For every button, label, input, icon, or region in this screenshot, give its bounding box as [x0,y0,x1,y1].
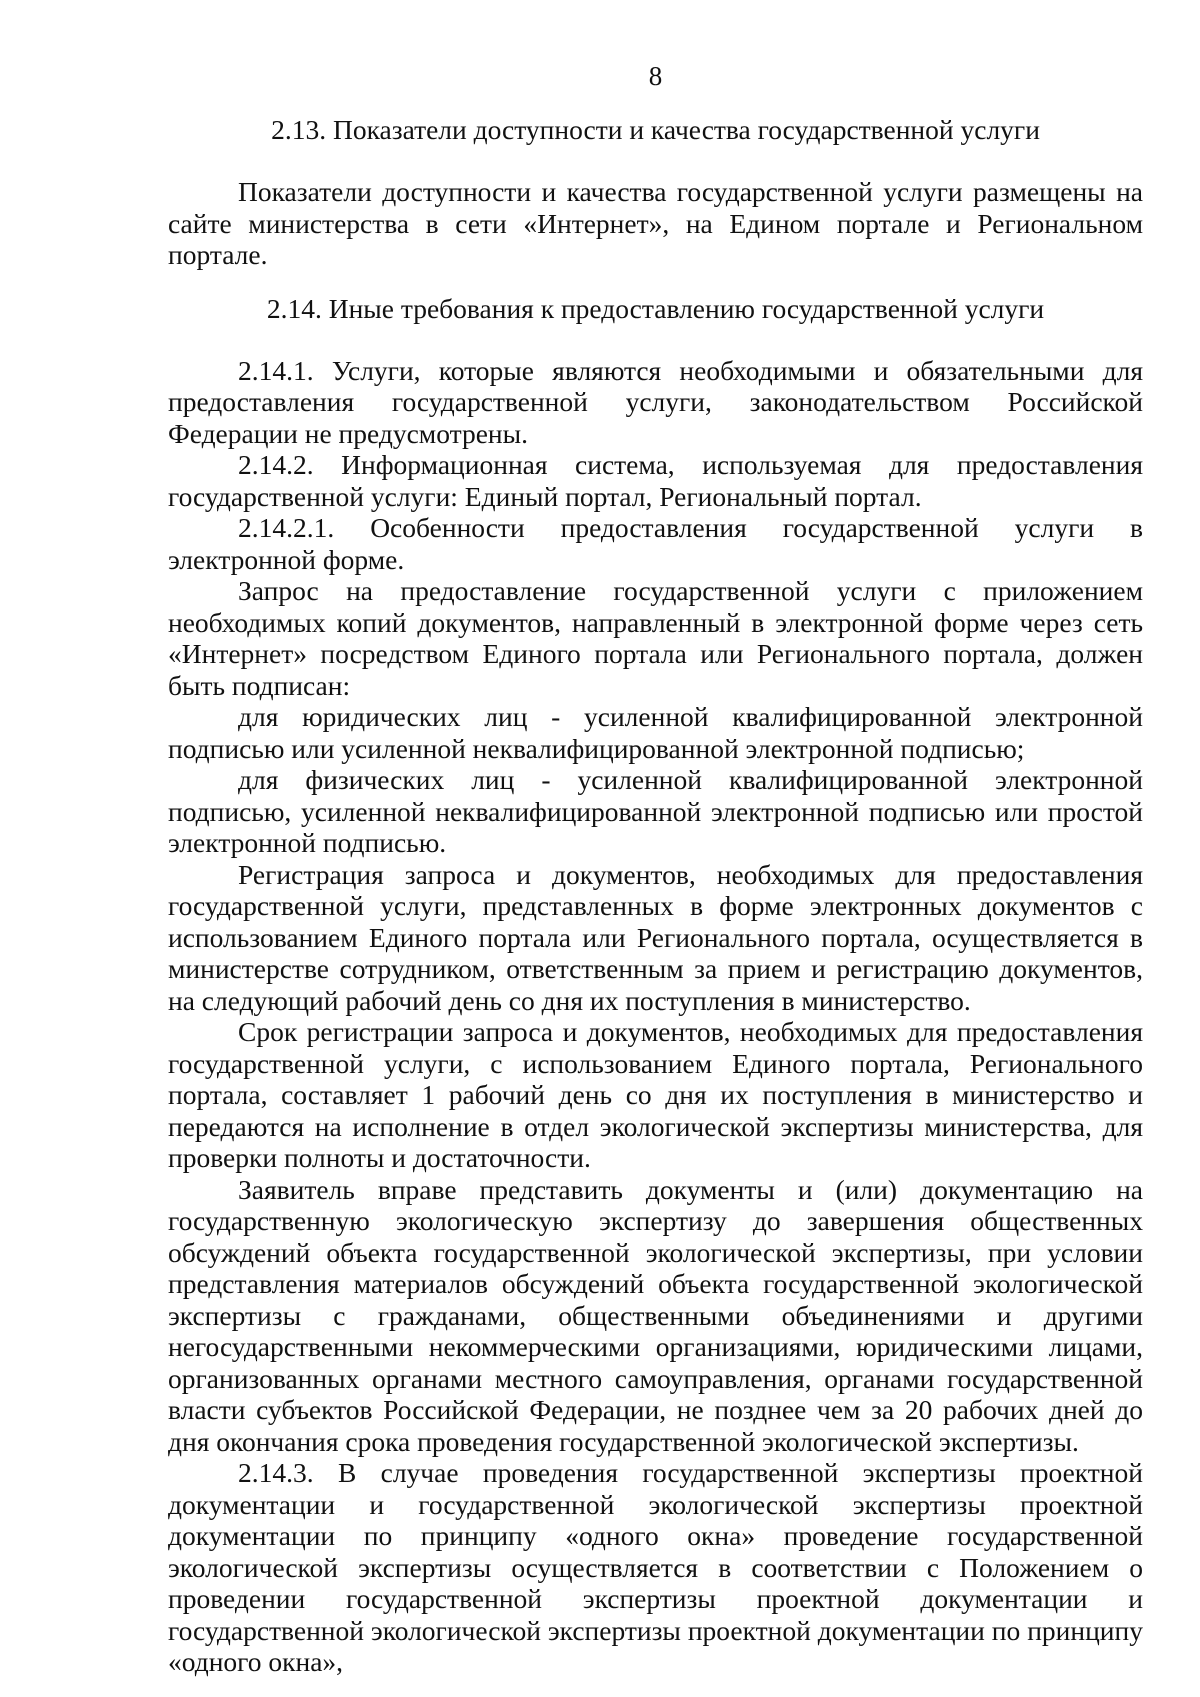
page-number: 8 [648,61,663,91]
paragraph: 2.14.2. Информационная система, используемая для предоставления государственной услуги: Единый портал, Региональный портал. [168,449,1143,512]
paragraph: Заявитель вправе представить документы и (или) документацию на государственную экологическую экспертизу до завершения общественных обсуждений объекта государственной экологической экспертизы, при условии представления материалов обсуждений объекта государственной экологической экспертизы с гражданами, общественными объединениями и другими негосударственными некоммерческими организациями, юридическими лицами, организованных органами местного самоуправления, органами государственной власти субъектов Российской Федерации, не позднее чем за 20 рабочих дней до дня окончания срока проведения государственной экологической экспертизы. [168,1173,1143,1457]
paragraph: Запрос на предоставление государственной услуги с приложением необходимых копий документов, направленный в электронной форме через сеть «Интернет» посредством Единого портала или Регионального портала, должен быть подписан: [168,575,1143,701]
paragraph: Срок регистрации запроса и документов, необходимых для предоставления государственной услуги, с использованием Единого портала, Регионального портала, составляет 1 рабочий день со дня их поступления в министерство и передаются на исполнение в отдел экологической экспертизы министерства, для проверки полноты и достаточности. [168,1016,1143,1173]
paragraph: для юридических лиц - усиленной квалифицированной электронной подписью или усиленной неквалифицированной электронной подписью; [168,701,1143,764]
paragraph: Показатели доступности и качества государственной услуги размещены на сайте министерства в сети «Интернет», на Едином портале и Региональном портале. [168,176,1143,270]
paragraph: Регистрация запроса и документов, необходимых для предоставления государственной услуги, представленных в форме электронных документов с использованием Единого портала или Регионального портала, осуществляется в министерстве сотрудником, ответственным за прием и регистрацию документов, на следующий рабочий день со дня их поступления в министерство. [168,858,1143,1016]
section-heading-2-13: 2.13. Показатели доступности и качества государственной услуги [271,114,1040,145]
section-body-2-14 [168,355,1143,1678]
paragraph: для физических лиц - усиленной квалифицированной электронной подписью, усиленной неквалифицированной электронной подписью или простой электронной подписью. [168,764,1143,858]
section-body-2-13 [168,176,1143,271]
section-heading-2-14: 2.14. Иные требования к предоставлению государственной услуги [266,292,1045,324]
paragraph: 2.14.3. В случае проведения государственной экспертизы проектной документации и государственной экологической экспертизы проектной документации по принципу «одного окна» проведение государственной экологической экспертизы осуществляется в соответствии с Положением о проведении государственной экспертизы проектной документации и государственной экологической экспертизы проектной документации по принципу «одного окна», [168,1457,1143,1677]
paragraph: 2.14.1. Услуги, которые являются необходимыми и обязательными для предоставления государственной услуги, законодательством Российской Федерации не предусмотрены. [168,354,1143,449]
document-page [168,60,1143,1678]
paragraph: 2.14.2.1. Особенности предоставления государственной услуги в электронной форме. [168,512,1143,575]
